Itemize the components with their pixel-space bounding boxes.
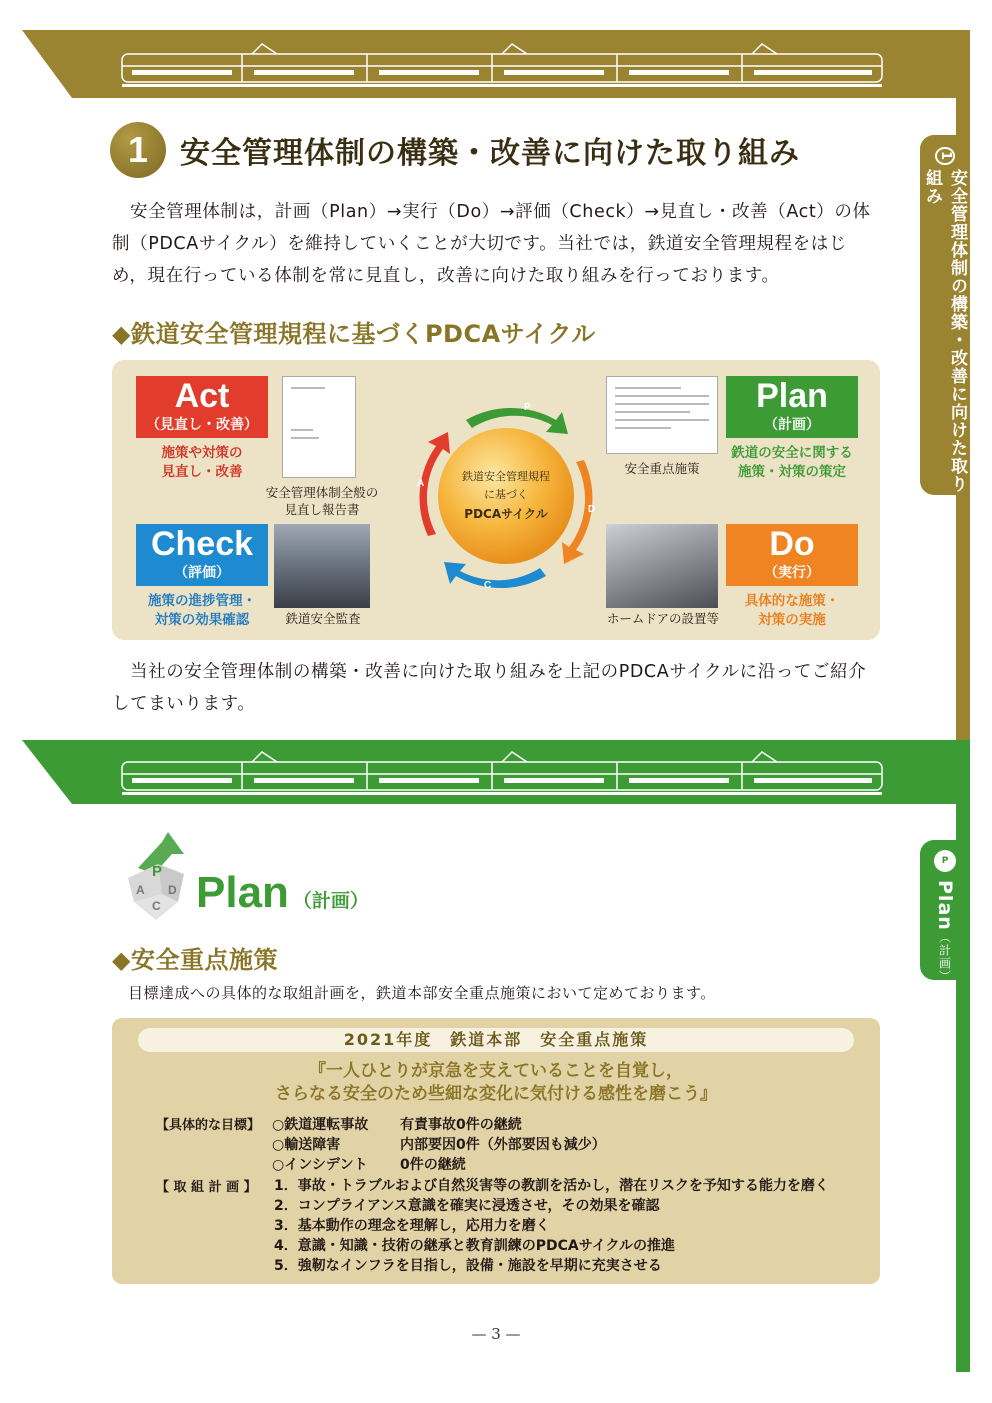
goal-key: ○インシデント bbox=[272, 1157, 368, 1173]
do-subtitle: （実行） bbox=[764, 565, 820, 581]
tab-label: 安全管理体制の構築・改善に向けた取り組み bbox=[922, 169, 967, 494]
goal-value: 有責事故0件の継続 bbox=[400, 1117, 522, 1133]
center-line1: 鉄道安全管理規程 bbox=[462, 470, 550, 483]
goal-item bbox=[272, 1114, 522, 1134]
act-title: Act bbox=[174, 377, 230, 415]
section-banner-gold bbox=[22, 30, 970, 98]
do-title: Do bbox=[769, 525, 815, 563]
do-desc-line1: 具体的な施策・ bbox=[744, 593, 840, 609]
plan-card bbox=[726, 376, 858, 438]
do-description bbox=[717, 592, 867, 630]
act-description bbox=[127, 444, 277, 482]
center-line2: に基づく bbox=[484, 488, 528, 501]
center-line3: PDCAサイクル bbox=[464, 507, 548, 521]
goal-value: 0件の継続 bbox=[400, 1157, 466, 1173]
plan-list-item: 5．強靭なインフラを目指し，設備・施設を早期に充実させる bbox=[274, 1258, 662, 1274]
section-title: 安全管理体制の構築・改善に向けた取り組み bbox=[180, 136, 800, 171]
arrow-label-d: D bbox=[588, 504, 596, 515]
measures-banner: 2021年度 鉄道本部 安全重点施策 bbox=[138, 1028, 854, 1052]
goal-key: ○鉄道運転事故 bbox=[272, 1117, 369, 1133]
plan-list-item: 2．コンプライアンス意識を確実に浸透させ，その効果を確認 bbox=[274, 1198, 660, 1214]
check-title: Check bbox=[150, 525, 254, 563]
section-banner-green bbox=[22, 740, 970, 804]
safety-measures-box bbox=[112, 1018, 880, 1284]
pdca-cycle-graphic bbox=[406, 390, 606, 600]
act-desc-line1: 施策や対策の bbox=[161, 445, 243, 461]
side-tab-plan[interactable] bbox=[920, 840, 970, 983]
tab-plan-paren: （計画） bbox=[937, 930, 952, 983]
slogan-line2: さらなる安全のため些細な変化に気付ける感性を磨こう』 bbox=[275, 1084, 717, 1104]
check-desc-line1: 施策の進捗管理・ bbox=[148, 593, 256, 609]
check-description bbox=[127, 592, 277, 630]
plan-list-item: 3．基本動作の理念を理解し，応用力を磨く bbox=[274, 1218, 550, 1234]
plan-section-header bbox=[118, 828, 378, 928]
platform-door-caption: ホームドアの設置等 bbox=[606, 611, 720, 626]
check-subtitle: （評価） bbox=[174, 565, 230, 581]
section-number-badge: 1 bbox=[110, 122, 166, 178]
plan-title: Plan bbox=[196, 868, 289, 917]
slogan-line1: 『一人ひとりが京急を支えていることを自覚し， bbox=[309, 1061, 683, 1081]
review-report-image bbox=[282, 376, 356, 478]
plan-card-title: Plan bbox=[756, 377, 828, 415]
logo-letter-a: A bbox=[136, 883, 145, 897]
logo-letter-c: C bbox=[152, 899, 161, 913]
goal-item bbox=[272, 1154, 466, 1174]
review-report-caption bbox=[252, 484, 392, 518]
pdca-logo-icon: P bbox=[934, 850, 956, 872]
intro-paragraph: 安全管理体制は，計画（Plan）→実行（Do）→評価（Check）→見直し・改善（Act）の体制（PDCAサイクル）を維持していくことが大切です。当社では，鉄道安全管理規程をはじめ，現在行っている体制を常に見直し，改善に向けた取り組みを行っております。 bbox=[112, 202, 871, 286]
pdca-diagram bbox=[112, 360, 880, 640]
section-heading bbox=[110, 122, 800, 178]
plan-desc-line2: 施策・対策の策定 bbox=[738, 464, 846, 480]
act-subtitle: （見直し・改善） bbox=[146, 417, 258, 433]
plan-desc-line1: 鉄道の安全に関する bbox=[731, 445, 853, 461]
plan-list-item: 1．事故・トラブルおよび自然災害等の教訓を活かし，潜在リスクを予知する能力を磨く bbox=[274, 1178, 829, 1194]
train-illustration bbox=[22, 30, 970, 98]
platform-door-photo bbox=[606, 524, 718, 608]
check-arrow bbox=[444, 562, 546, 588]
check-card bbox=[136, 524, 268, 586]
plan-description bbox=[717, 444, 867, 482]
train-illustration bbox=[22, 740, 970, 804]
plan-card-subtitle: （計画） bbox=[764, 417, 820, 433]
review-report-caption-line2: 見直し報告書 bbox=[284, 502, 360, 517]
safety-audit-caption: 鉄道安全監査 bbox=[285, 611, 361, 626]
goals-label: 【具体的な目標】 bbox=[156, 1118, 261, 1133]
check-desc-line2: 対策の効果確認 bbox=[154, 612, 250, 628]
plan-title-paren: （計画） bbox=[292, 890, 369, 912]
goal-key: ○輸送障害 bbox=[272, 1137, 341, 1153]
tab-plan-label: Plan bbox=[934, 880, 956, 931]
logo-letter-d: D bbox=[168, 883, 177, 897]
plan-list-item: 4．意識・知識・技術の継承と教育訓練のPDCAサイクルの推進 bbox=[274, 1238, 676, 1254]
safety-measures-subheading: ◆安全重点施策 bbox=[112, 946, 278, 974]
tab-number-circle: 1 bbox=[935, 147, 955, 165]
goal-item bbox=[272, 1134, 606, 1154]
logo-letter-p: P bbox=[152, 863, 163, 880]
arrow-label-c: C bbox=[484, 580, 492, 591]
do-desc-line2: 対策の実施 bbox=[758, 612, 826, 628]
safety-measures-caption: 安全重点施策 bbox=[624, 461, 700, 476]
pdca-logo-icon bbox=[118, 828, 198, 928]
goal-value: 内部要因0件（外部要因も減少） bbox=[400, 1137, 606, 1153]
plans-label: 【 取 組 計 画 】 bbox=[156, 1180, 257, 1195]
do-card bbox=[726, 524, 858, 586]
safety-audit-photo bbox=[274, 524, 370, 608]
act-desc-line2: 見直し・改善 bbox=[161, 464, 243, 480]
pdca-subheading: ◆鉄道安全管理規程に基づくPDCAサイクル bbox=[112, 320, 596, 348]
safety-measures-document-image bbox=[606, 376, 718, 454]
closing-paragraph: 当社の安全管理体制の構築・改善に向けた取り組みを上記のPDCAサイクルに沿ってご紹介してまいります。 bbox=[112, 662, 867, 714]
act-card bbox=[136, 376, 268, 438]
arrow-label-p: P bbox=[524, 402, 531, 413]
arrow-label-a: A bbox=[417, 478, 425, 489]
side-tab-section1[interactable] bbox=[920, 135, 970, 495]
page-number: — 3 — bbox=[471, 1325, 521, 1343]
safety-measures-intro: 目標達成への具体的な取組計画を，鉄道本部安全重点施策において定めております。 bbox=[128, 984, 716, 1002]
measures-slogan bbox=[112, 1060, 880, 1106]
review-report-caption-line1: 安全管理体制全般の bbox=[265, 485, 379, 500]
